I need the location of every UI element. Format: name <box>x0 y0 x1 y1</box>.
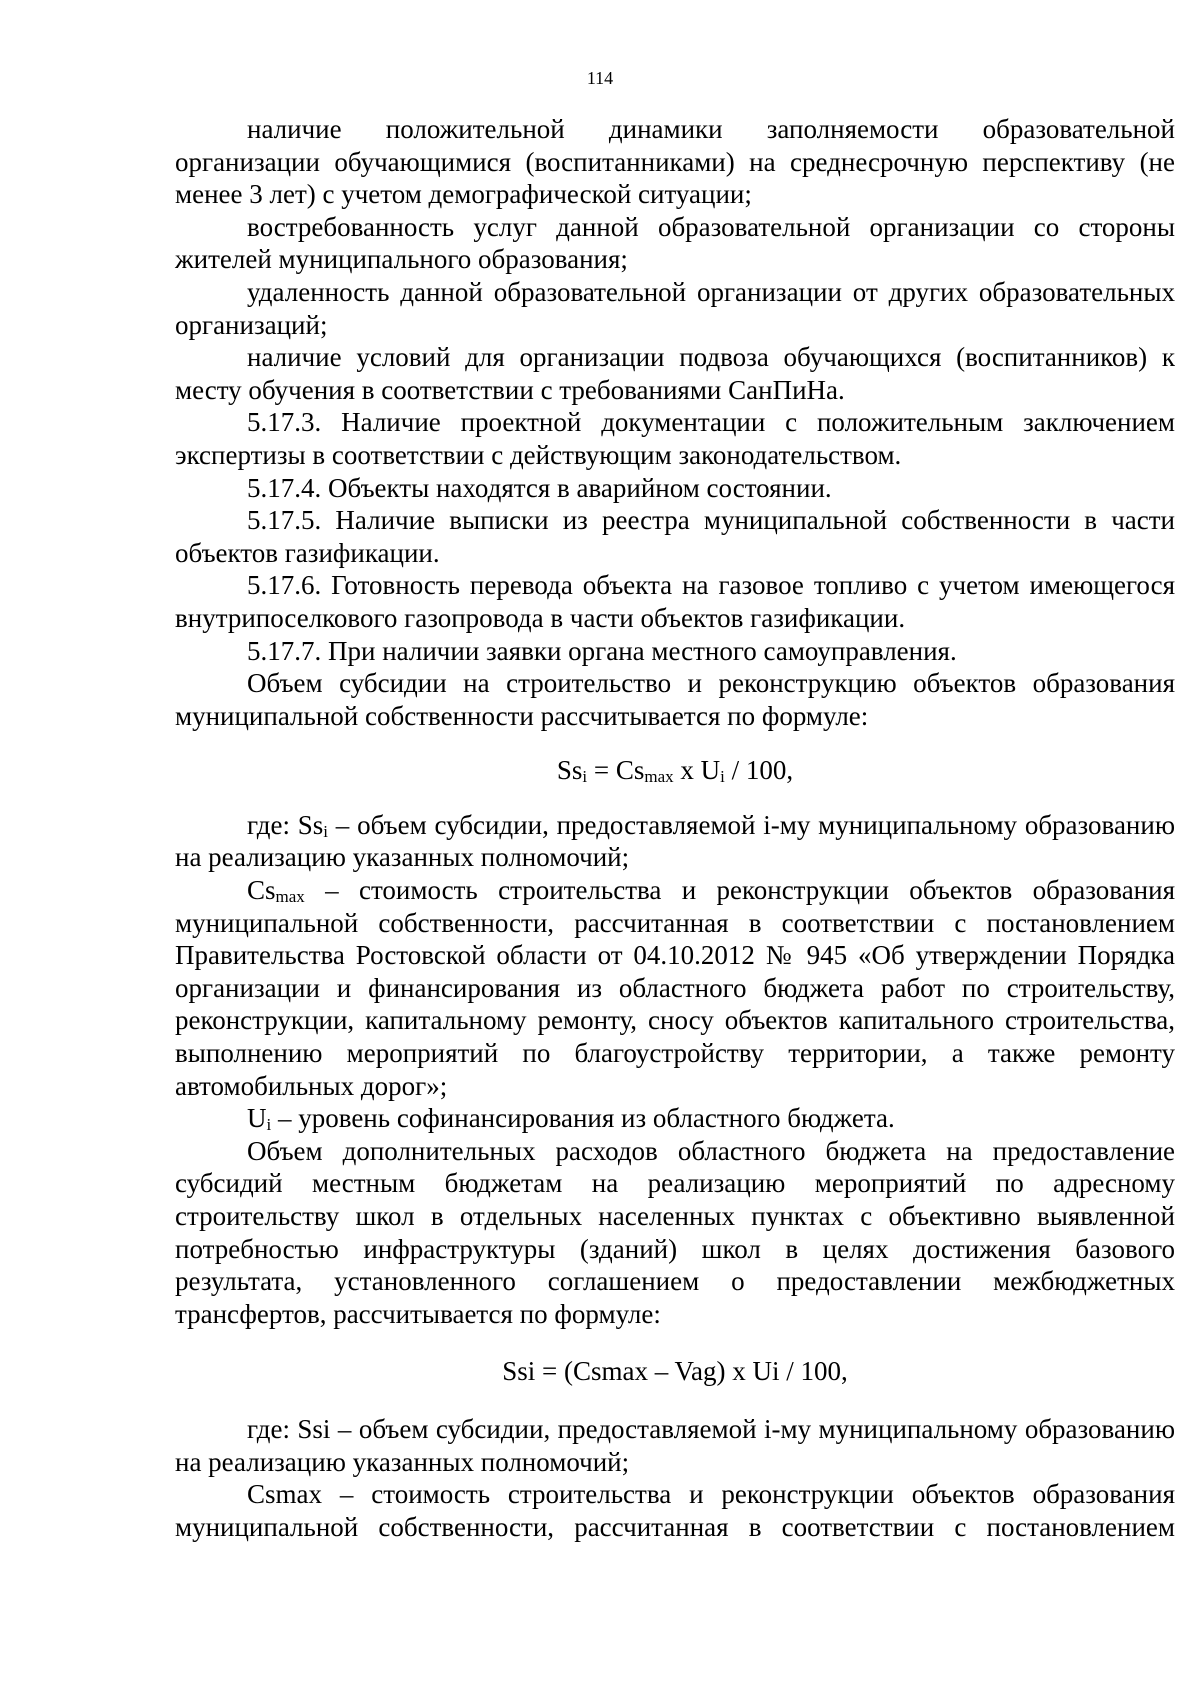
paragraph: наличие условий для организации подвоза обучающихся (воспитанников) к месту обучения в соответствии с требованиями СанПиНа. <box>175 342 1175 405</box>
definition-text: – объем субсидии, предоставляемой i-му муниципальному образованию на реализацию указанных полномочий; <box>175 809 1175 873</box>
definition-csmax: Csmax – стоимость строительства и реконструкции объектов образования муниципальной собственности, рассчитанная в соответствии с постановлением <box>175 1479 1175 1542</box>
definition-term: U <box>247 1103 267 1134</box>
formula-eq-cs: = Cs <box>587 755 645 786</box>
formula-additional: Ssi = (Csmax – Vag) x Ui / 100, <box>502 1356 848 1387</box>
definition-cs <box>175 874 1175 1102</box>
paragraph: наличие положительной динамики заполняемости образовательной организации обучающимися (воспитанниками) на среднесрочную перспективу (не менее 3 лет) с учетом демографической ситуации; <box>175 114 1175 210</box>
paragraph: 5.17.6. Готовность перевода объекта на газовое топливо с учетом имеющегося внутрипоселкового газопровода в части объектов газификации. <box>175 570 1175 633</box>
formula-ss: Ss <box>556 755 583 786</box>
definition-term: где: Ss <box>247 809 324 840</box>
formula-ss-subscript: i <box>582 767 588 787</box>
formula-subsidy <box>175 754 1175 787</box>
paragraph: 5.17.5. Наличие выписки из реестра муниципальной собственности в части объектов газификации. <box>175 505 1175 568</box>
definition-subscript: max <box>275 887 305 907</box>
formula-cs-subscript: max <box>644 767 674 787</box>
definition-u <box>175 1102 1175 1135</box>
paragraph-additional-expenses: Объем дополнительных расходов областного бюджета на предоставление субсидий местным бюджетам на реализацию мероприятий по адресному строительству школ в отдельных населенных пунктах с объективно выявленной потребностью инфраструктуры (зданий) школ в целях достижения базового результата, установленного соглашением о предоставлении межбюджетных трансфертов, рассчитывается по формуле: <box>175 1135 1175 1329</box>
formula-u-subscript: i <box>720 767 725 787</box>
definition-ss <box>175 809 1175 874</box>
definition-ssi: где: Ssi – объем субсидии, предоставляемой i-му муниципальному образованию на реализацию указанных полномочий; <box>175 1413 1175 1477</box>
formula-tail: / 100, <box>724 755 794 786</box>
definition-text: – стоимость строительства и реконструкции объектов образования муниципальной собственности, рассчитанная в соответствии с постановлением Правительства Ростовской области от 04.10.2012 № 945 «Об утверждении Порядка организации и финансирования из областного бюджета работ по строительству, реконструкции, капитальному ремонту, сносу объектов капитального строительства, выполнению мероприятий по благоустройству территории, а также ремонту автомобильных дорог»; <box>175 875 1175 1101</box>
paragraph: удаленность данной образовательной организации от других образовательных организаций; <box>175 276 1175 340</box>
definition-subscript: i <box>323 821 329 841</box>
definition-subscript: i <box>266 1115 272 1135</box>
page-number: 114 <box>586 68 614 88</box>
definition-term: Cs <box>247 875 276 906</box>
document-body <box>175 113 1175 1543</box>
paragraph: Объем субсидии на строительство и реконструкцию объектов образования муниципальной собственности рассчитывается по формуле: <box>175 668 1175 731</box>
paragraph: востребованность услуг данной образовательной организации со стороны жителей муниципального образования; <box>175 211 1175 275</box>
paragraph: 5.17.4. Объекты находятся в аварийном состоянии. <box>247 472 832 503</box>
paragraph: 5.17.7. При наличии заявки органа местного самоуправления. <box>247 635 957 666</box>
definition-text: – уровень софинансирования из областного бюджета. <box>271 1103 895 1134</box>
formula-x-u: x U <box>673 755 721 786</box>
paragraph: 5.17.3. Наличие проектной документации с положительным заключением экспертизы в соответствии с действующим законодательством. <box>175 407 1175 470</box>
